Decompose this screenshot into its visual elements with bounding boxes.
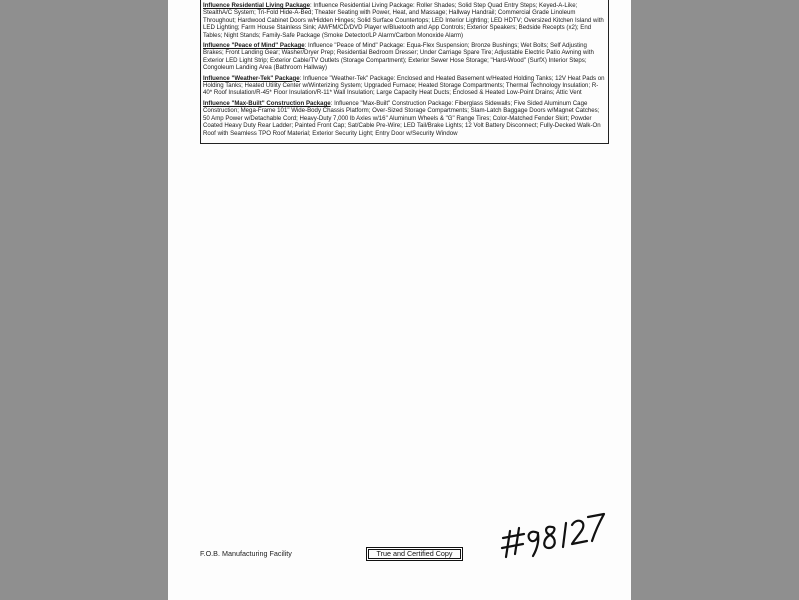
package-heading: Influence "Peace of Mind" Package [203, 42, 305, 50]
package-list-box [200, 0, 609, 144]
fob-label: F.O.B. Manufacturing Facility [200, 549, 292, 558]
handwritten-stock-number [500, 503, 610, 563]
package-description: : Influence "Max-Built" Construction Package: Fiberglass Sidewalls; Five Sided Aluminum Cage Construction; Mega-Frame 101" Wide-Body Chassis Platform; Over-Sized Storage Compartments; Slam-Latch Baggage Doors w/Magnet Catches; 50 Amp Power w/Detachable Cord; Heavy-Duty 7,000 lb Axles w/16" Aluminum Wheels & "G" Range Tires; Color-Matched Fender Skirt; Powder Coated Heavy Duty Rear Ladder; Painted Front Cap; Sat/Cable Pre-Wire; LED Tail/Brake Lights; 12 Volt Battery Disconnect; Fully-Decked Walk-On Roof with Seamless TPO Roof Material; Exterior Security Light; Entry Door w/Security Window [203, 99, 601, 137]
package-paragraph [203, 2, 605, 39]
package-description: : Influence Residential Living Package: Roller Shades; Solid Step Quad Entry Steps; Keyed-A-Like; StealthA/C System; Tri-Fold Hide-A-Bed; Theater Seating with Power, Heat, and Massage; Hallway Handrail; Commercial Grade Linoleum Throughout; Hardwood Cabinet Doors w/Hidden Hinges; Solid Surface Countertops; LED Interior Lighting; LED HDTV; Oversized Kitchen Island with LED Lighting; Farm House Stainless Sink; AM/FM/CD/DVD Player w/Bluetooth and App Controls; Exterior Speakers; Bedside Recepts (x2); End Tables; Night Stands; Family-Safe Package (Smoke Detector/LP Alarm/Carbon Monoxide Alarm) [203, 2, 604, 39]
package-heading: Influence Residential Living Package [203, 2, 311, 9]
package-paragraph [203, 42, 605, 72]
package-description: : Influence "Weather-Tek" Package: Enclosed and Heated Basement w/Heated Holding Tanks; 12V Heat Pads on Holding Tanks; Heated Utility Center w/Winterizing System; Upgraded Furnace; Heated Storage Compartments; Thermal Technology Insulation; R-40* Roof Insulation/R-45* Floor Insulation/R-11* Wall Insulation; Large Capacity Heat Ducts; Enclosed & Heated Low-Point Drains; Attic Vent [203, 74, 605, 97]
package-heading: Influence "Max-Built" Construction Package [203, 99, 331, 107]
package-paragraph [203, 100, 605, 137]
package-paragraph [203, 75, 605, 97]
package-heading: Influence "Weather-Tek" Package [203, 74, 300, 82]
package-description: : Influence "Peace of Mind" Package: Equa-Flex Suspension; Bronze Bushings; Wet Bolts; Self Adjusting Brakes; Front Landing Gear; Washer/Dryer Prep; Residential Bedroom Dresser; Under Carriage Spare Tire; Adjustable Electric Patio Awning with Exterior LED Light Strip; Exterior Cable/TV Outlets (Storage Compartment); Exterior Sewer Hose Storage; "Hard-Wood" (SurfX) Interior Steps; Congoleum Landing Area (Bathroom Hallway) [203, 42, 594, 72]
certified-copy-stamp: True and Certified Copy [366, 547, 463, 561]
